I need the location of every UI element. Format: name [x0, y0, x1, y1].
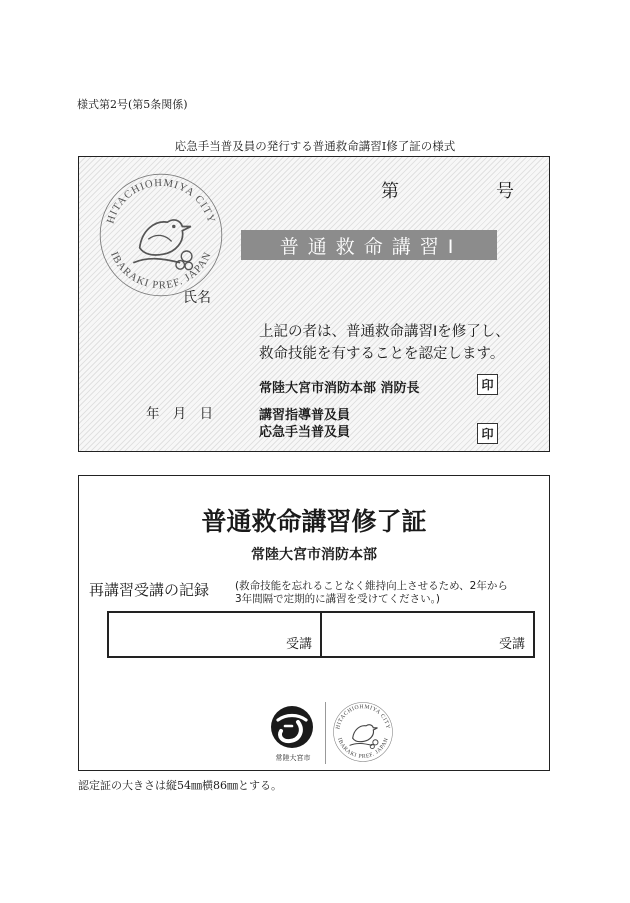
svg-text:IBARAKI PREF. JAPAN: [336, 737, 390, 760]
instructor-title-line-1: 講習指導普及員: [259, 408, 351, 423]
attended-label: 受講: [285, 637, 312, 652]
seal-mark-issuer: 印: [477, 374, 498, 395]
back-card-title: 普通救命講習修了証: [201, 507, 427, 536]
seal-ring-bottom-text: IBARAKI PREF. JAPAN: [108, 250, 214, 292]
footer-note: 認定証の大きさは縦54㎜横86㎜とする。: [78, 779, 282, 792]
city-seal-icon: [332, 701, 394, 763]
certification-text: [259, 321, 544, 365]
renewal-record-note: [235, 580, 547, 606]
instructor-title-line-2: 応急手当普及員: [259, 425, 351, 440]
city-name-label: 常陸大宮市: [275, 754, 311, 762]
name-label: 氏名: [183, 290, 211, 306]
svg-text:IBARAKI PREF. JAPAN: [108, 250, 214, 291]
city-emblem-icon: [268, 704, 316, 750]
form-number: 様式第2号(第5条関係): [77, 98, 188, 111]
certification-text-line-1: 上記の者は、普通救命講習Ⅰを修了し、: [259, 324, 510, 340]
certificate-back-card: [78, 475, 550, 771]
renewal-record-note-line-2: 3年間隔で定期的に講習を受けてください。): [235, 593, 441, 605]
course-name-band: 普通救命講習Ⅰ: [241, 230, 497, 260]
date-label: 年 月 日: [146, 406, 214, 422]
seal-ring-top-text: HITACHIOHMIYA CITY: [335, 704, 391, 730]
seal-mark-instructor: 印: [477, 423, 498, 444]
seal-ring-top-text: HITACHIOHMIYA CITY: [105, 177, 217, 225]
seal-ring-bottom-text: IBARAKI PREF. JAPAN: [336, 737, 391, 760]
document-title: 応急手当普及員の発行する普通救命講習Ⅰ修了証の様式: [174, 139, 456, 153]
city-seal-icon: [97, 171, 225, 299]
attended-label: 受講: [498, 637, 525, 652]
number-prefix-label: 第: [381, 181, 399, 202]
certification-text-line-2: 救命技能を有することを認定します。: [259, 346, 505, 362]
instructor-title: [259, 407, 350, 441]
renewal-record-label: 再講習受講の記録: [89, 581, 210, 599]
renewal-record-table: [107, 611, 535, 658]
certificate-front-card: [78, 156, 550, 452]
renewal-record-cell: [320, 613, 533, 656]
emblem-divider: [325, 702, 326, 764]
issuer-line: 常陸大宮市消防本部 消防長: [259, 381, 420, 396]
renewal-record-cell: [109, 613, 320, 656]
renewal-record-note-line-1: (救命技能を忘れることなく維持向上させるため、2年から: [235, 580, 508, 592]
svg-text:HITACHIOHMIYA CITY: [105, 178, 216, 225]
back-card-organization: 常陸大宮市消防本部: [251, 547, 377, 563]
number-suffix-label: 号: [496, 181, 514, 202]
